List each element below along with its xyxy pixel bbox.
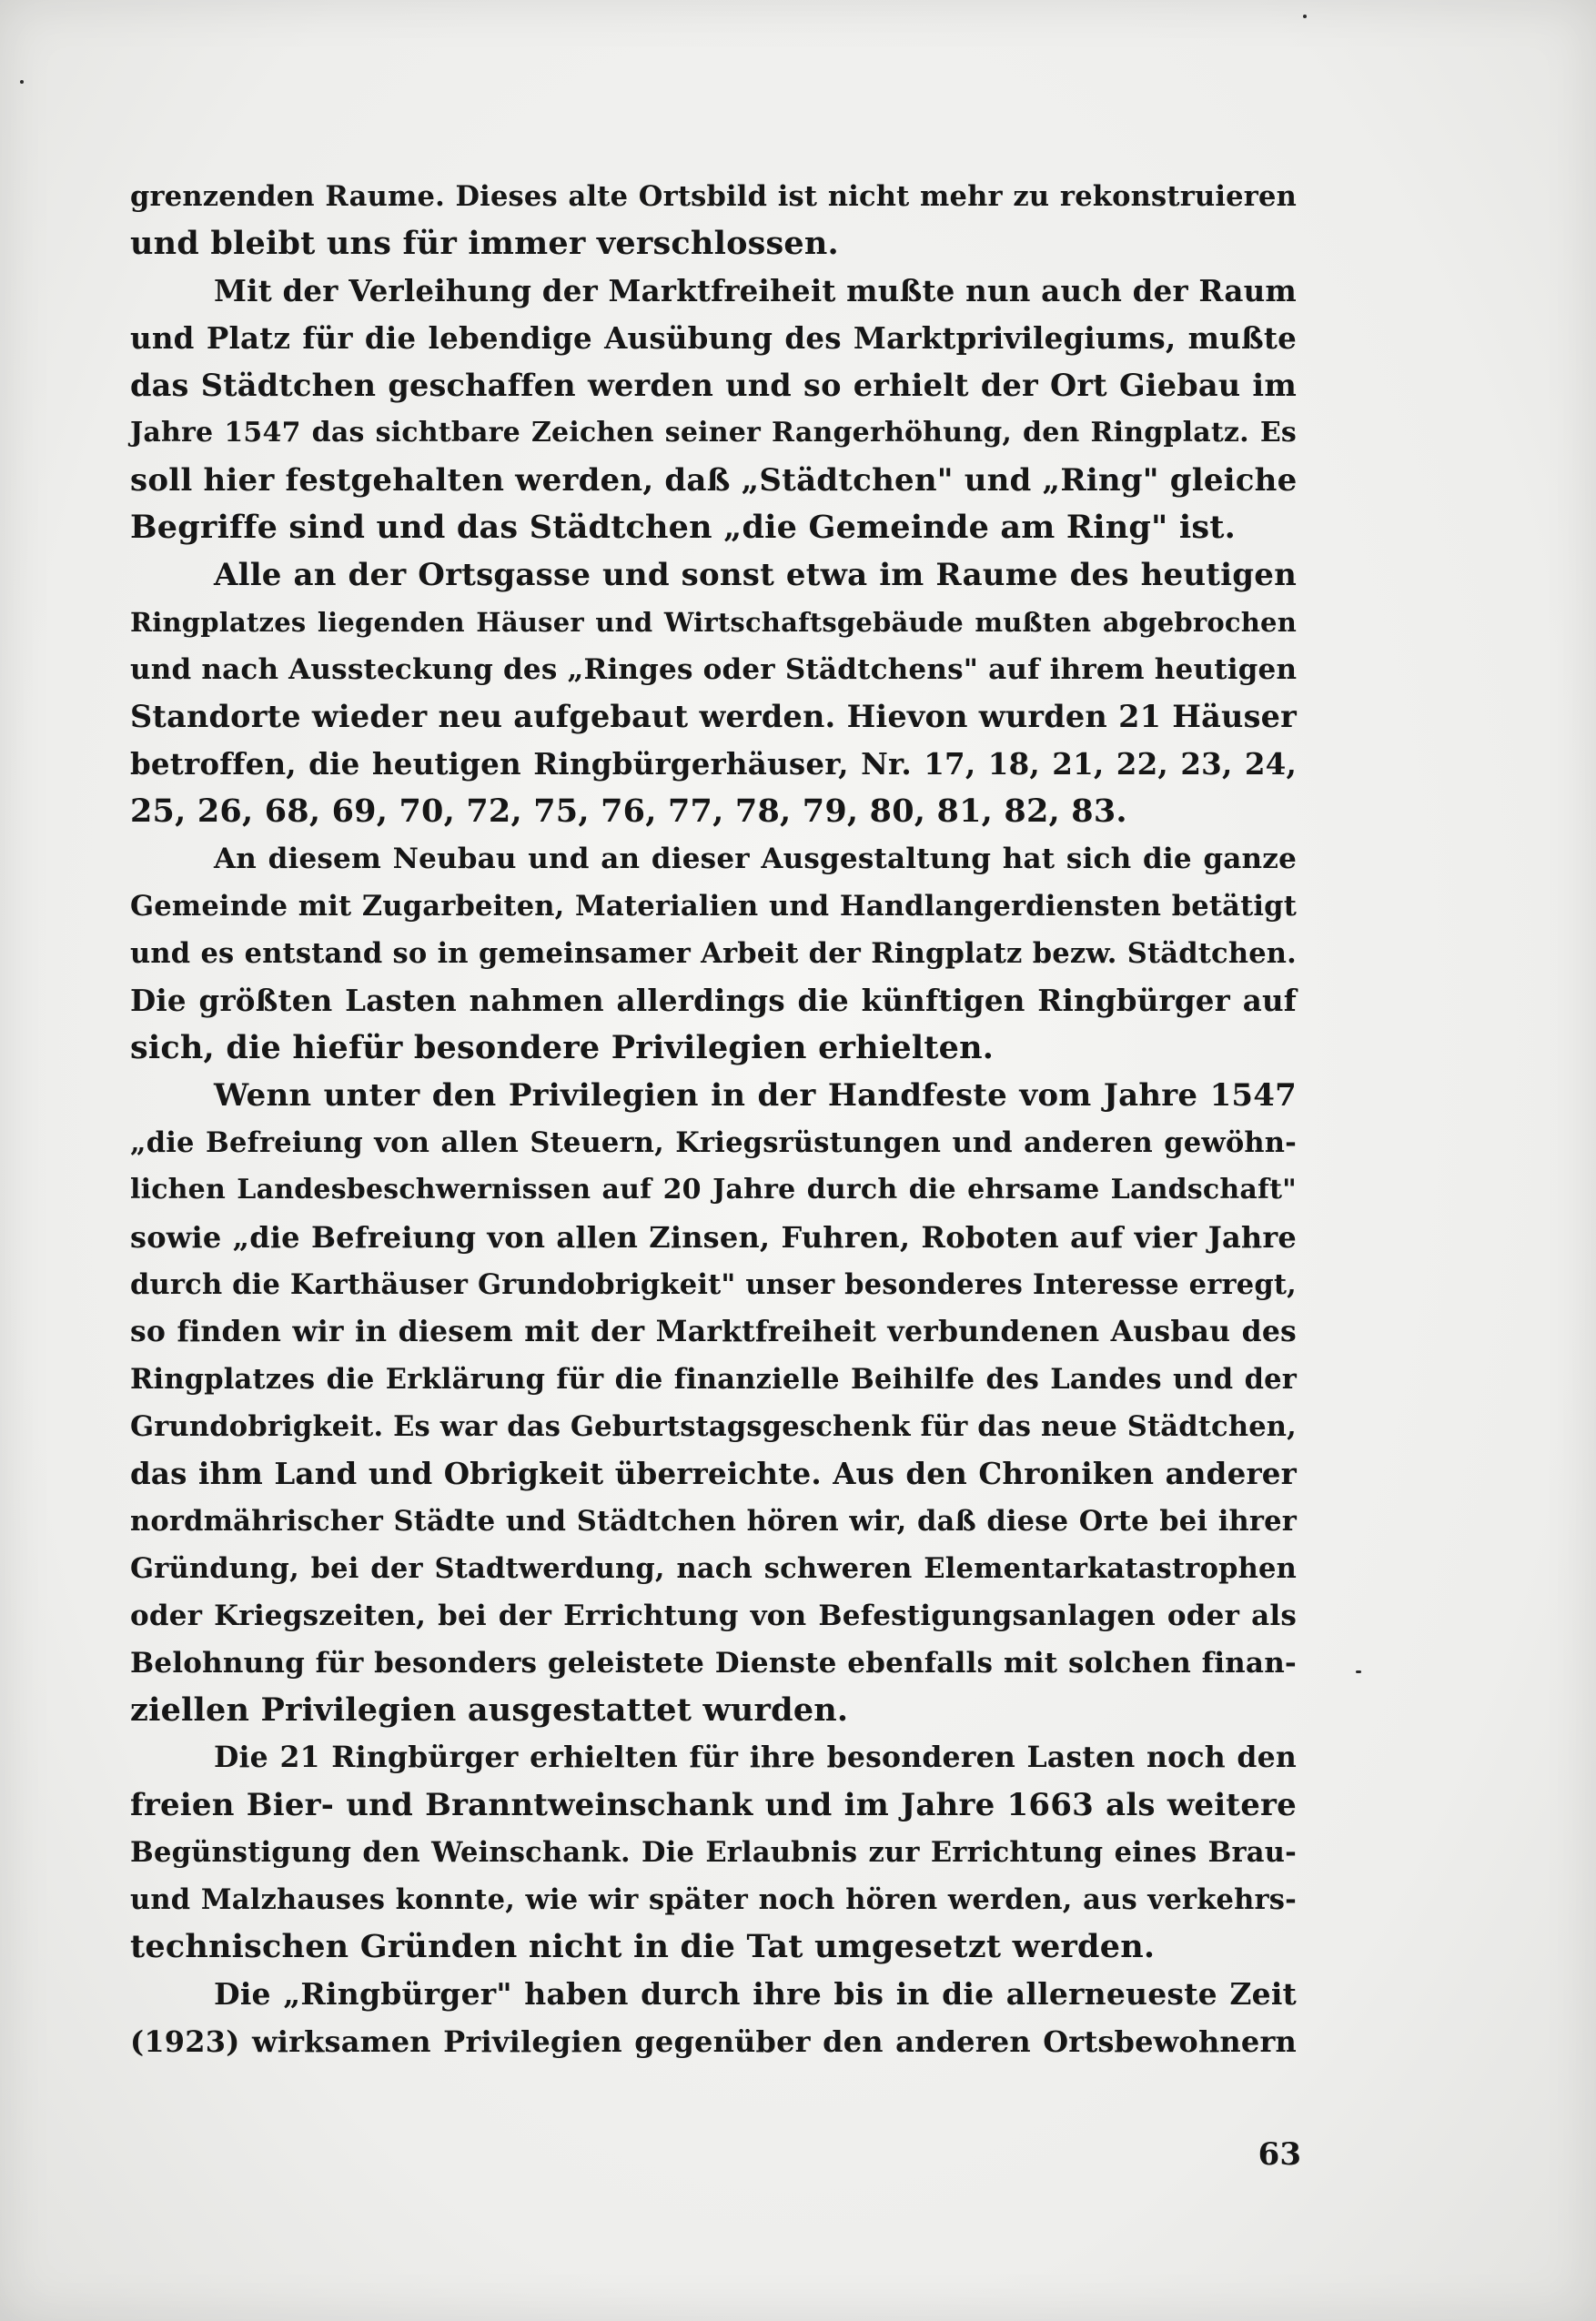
text-line: grenzenden Raume. Dieses alte Ortsbild ist nicht mehr zu rekonstruieren xyxy=(130,180,1297,213)
paragraph xyxy=(130,1971,1297,2065)
text-line: Wenn unter den Privilegien in der Handfeste vom Jahre 1547 xyxy=(214,1077,1297,1114)
text-line: Ringplatzes liegenden Häuser und Wirtschaftsgebäude mußten abgebrochen xyxy=(130,607,1297,638)
text-line: technischen Gründen nicht in die Tat umgesetzt werden. xyxy=(130,1928,1156,1965)
text-line: Belohnung für besonders geleistete Dienste ebenfalls mit solchen finan- xyxy=(130,1647,1297,1680)
text-line: das ihm Land und Obrigkeit überreichte. Aus den Chroniken anderer xyxy=(130,1456,1297,1491)
text-line: Begriffe sind und das Städtchen „die Gemeinde am Ring" ist. xyxy=(130,509,1236,546)
paragraph xyxy=(130,835,1297,1072)
text-line: Gemeinde mit Zugarbeiten, Materialien und Handlangerdiensten betätigt xyxy=(130,890,1297,923)
paragraph xyxy=(130,551,1297,835)
text-line: betroffen, die heutigen Ringbürgerhäuser, Nr. 17, 18, 21, 22, 23, 24, xyxy=(130,746,1297,782)
paragraph xyxy=(130,173,1297,267)
text-line: ziellen Privilegien ausgestattet wurden. xyxy=(130,1691,849,1729)
paragraph xyxy=(130,1072,1297,1734)
text-line: sowie „die Befreiung von allen Zinsen, Fuhren, Roboten auf vier Jahre xyxy=(130,1220,1297,1255)
text-line: und Platz für die lebendige Ausübung des Marktprivilegiums, mußte xyxy=(130,320,1297,356)
ink-speck xyxy=(20,80,24,84)
text-line: so finden wir in diesem mit der Marktfreiheit verbundenen Ausbau des xyxy=(130,1315,1297,1348)
text-line: Die 21 Ringbürger erhielten für ihre besonderen Lasten noch den xyxy=(214,1741,1297,1774)
text-line: Die größten Lasten nahmen allerdings die künftigen Ringbürger auf xyxy=(130,983,1297,1018)
text-line: durch die Karthäuser Grundobrigkeit" unser besonderes Interesse erregt, xyxy=(130,1268,1297,1301)
text-line: lichen Landesbeschwernissen auf 20 Jahre durch die ehrsame Landschaft" xyxy=(130,1174,1297,1206)
text-line: das Städtchen geschaffen werden und so erhielt der Ort Giebau im xyxy=(130,368,1297,403)
text-line: und nach Aussteckung des „Ringes oder Städtchens" auf ihrem heutigen xyxy=(130,653,1298,686)
text-line: Begünstigung den Weinschank. Die Erlaubnis zur Errichtung eines Brau- xyxy=(130,1836,1297,1869)
text-line: und Malzhauses konnte, wie wir später noch hören werden, aus verkehrs- xyxy=(130,1883,1297,1916)
body-text xyxy=(130,173,1297,2065)
text-line: Alle an der Ortsgasse und sonst etwa im Raume des heutigen xyxy=(214,557,1297,593)
text-line: Jahre 1547 das sichtbare Zeichen seiner Rangerhöhung, den Ringplatz. Es xyxy=(130,417,1297,449)
text-line: Gründung, bei der Stadtwerdung, nach schweren Elementarkatastrophen xyxy=(130,1552,1297,1585)
text-line: Ringplatzes die Erklärung für die finanzielle Beihilfe des Landes und der xyxy=(130,1363,1297,1396)
text-line: „die Befreiung von allen Steuern, Kriegsrüstungen und anderen gewöhn- xyxy=(130,1126,1297,1159)
text-line: Standorte wieder neu aufgebaut werden. Hievon wurden 21 Häuser xyxy=(130,699,1297,734)
text-line: soll hier festgehalten werden, daß „Städtchen" und „Ring" gleiche xyxy=(130,462,1298,499)
text-line: freien Bier- und Branntweinschank und im Jahre 1663 als weitere xyxy=(130,1787,1297,1823)
paragraph xyxy=(130,1734,1297,1971)
text-line: nordmährischer Städte und Städtchen hören wir, daß diese Orte bei ihrer xyxy=(130,1505,1297,1538)
text-line: oder Kriegszeiten, bei der Errichtung von Befestigungsanlagen oder als xyxy=(130,1599,1297,1632)
text-line: Die „Ringbürger" haben durch ihre bis in die allerneueste Zeit xyxy=(214,1976,1297,2012)
page-number: 63 xyxy=(1258,2136,1301,2173)
ink-speck xyxy=(1303,15,1307,18)
text-line: An diesem Neubau und an dieser Ausgestaltung hat sich die ganze xyxy=(214,843,1297,875)
text-line: Mit der Verleihung der Marktfreiheit mußte nun auch der Raum xyxy=(214,273,1297,308)
text-line: 25, 26, 68, 69, 70, 72, 75, 76, 77, 78, 79, 80, 81, 82, 83. xyxy=(130,792,1127,830)
text-line: und bleibt uns für immer verschlossen. xyxy=(130,225,839,262)
text-line: sich, die hiefür besondere Privilegien erhielten. xyxy=(130,1029,995,1066)
text-line: (1923) wirksamen Privilegien gegenüber den anderen Ortsbewohnern xyxy=(130,2024,1297,2059)
text-line: Grundobrigkeit. Es war das Geburtstagsgeschenk für das neue Städtchen, xyxy=(130,1410,1297,1443)
ink-speck xyxy=(1356,1670,1361,1673)
paragraph xyxy=(130,267,1297,551)
text-line: und es entstand so in gemeinsamer Arbeit der Ringplatz bezw. Städtchen. xyxy=(130,937,1297,970)
